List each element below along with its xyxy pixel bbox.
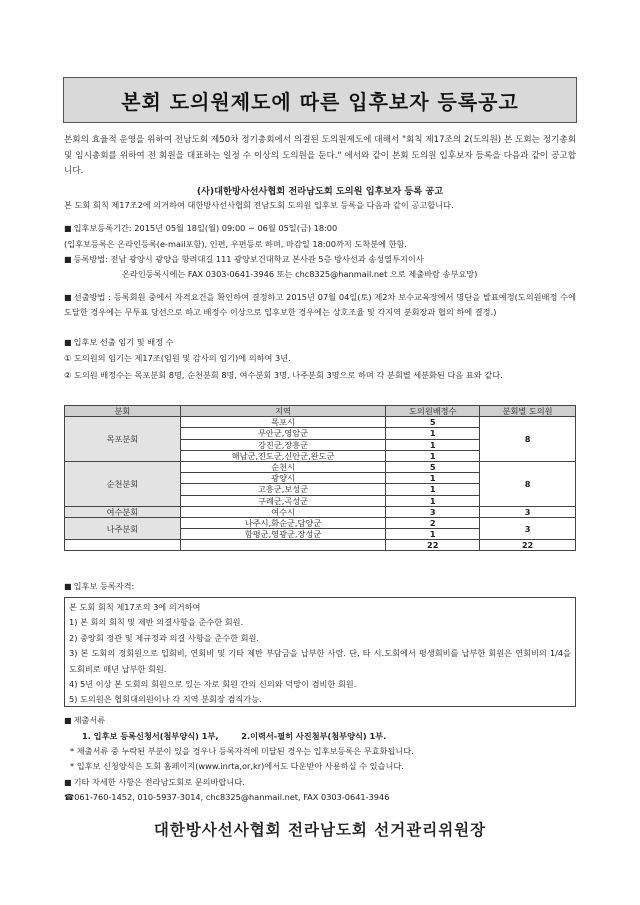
empty-cell [65, 540, 181, 551]
inquiry-text: 기타 자세한 사항은 전라남도회로 문의바랍니다. [73, 777, 245, 787]
method-text: 등록방법: 전남 광양시 광양읍 항려대길 111 광양보건대학교 본사관 5층 방사선과 송성열투지이사 [73, 254, 424, 264]
branch-total-cell: 3 [480, 506, 576, 517]
phone-icon: ☎ [64, 792, 75, 802]
table-row [65, 506, 576, 517]
square-bullet-icon: ■ [64, 224, 72, 233]
seats-cell: 5 [386, 461, 480, 472]
docs-heading-line [64, 714, 576, 727]
table-row [65, 517, 576, 528]
seats-cell: 1 [386, 495, 480, 506]
basis-line: 본 도회 회칙 제17조2에 의거하여 대한방사선사협회 전남도회 도의원 입후보 등록을 다음과 같이 공고합니다. [64, 200, 454, 210]
region-cell: 강진군,장흥군 [180, 439, 386, 450]
election-text: 선출방법 : 등록회원 중에서 자격요건을 확인하여 결정하고 2015년 07월 04일(토) 제2차 보수교육장에서 명단을 발표예정(도의원배정 수에 도달한 경우에는 무투표 당선으로 하고 배정수 이상으로 입후보한 경우에는 상호조율 및 각지역 분회장과 협의 하에 결정.) [64, 292, 576, 318]
seats-cell: 1 [386, 428, 480, 439]
branch-total-cell: 3 [480, 517, 576, 539]
seats-cell: 1 [386, 473, 480, 484]
method-line [64, 253, 576, 266]
region-cell: 무안군,영암군 [180, 428, 386, 439]
region-cell: 함평군,영광군,장성군 [180, 529, 386, 540]
term-heading-text: 입후보 선출 임기 및 배정 수 [73, 337, 174, 347]
square-bullet-icon: ■ [64, 582, 72, 591]
column-header: 분회별 도의원 [480, 406, 576, 417]
branch-cell: 순천분회 [65, 461, 181, 506]
method-note-line: 온라인등록시에는 FAX 0303-0641-3946 또는 chc8325@hanmail.net 으로 제출바람 송부요망) [122, 269, 478, 279]
seats-cell: 1 [386, 484, 480, 495]
sum-seats-cell: 22 [386, 540, 480, 551]
table-row [65, 461, 576, 472]
docs-note-1: * 제출서류 중 누락된 부분이 있을 경우나 등록자격에 미달된 경우는 입후보등록은 무효화됩니다. [70, 746, 414, 756]
page-title: 본회 도의원제도에 따른 입후보자 등록공고 [121, 89, 519, 114]
term-heading-line [64, 336, 576, 349]
region-cell: 해남군,진도군,신안군,완도군 [180, 450, 386, 461]
seats-cell: 1 [386, 439, 480, 450]
docs-line: 1. 입후보 등록신청서(첨부양식) 1부, 2.이력서-필히 사진첨부(첨부양식) 1부. [82, 731, 387, 741]
branch-total-cell: 8 [480, 417, 576, 462]
region-cell: 고흥군,보성군 [180, 484, 386, 495]
election-paragraph [64, 290, 576, 321]
square-bullet-icon: ■ [64, 255, 72, 264]
table-header-row [65, 406, 576, 417]
empty-cell [180, 540, 386, 551]
inquiry-line [64, 776, 576, 789]
qualifications-box [64, 597, 576, 707]
qual-item: 1) 본 회의 회칙 및 제반 의결사항을 준수한 회원. [69, 617, 244, 628]
title-box [63, 77, 577, 123]
docs-note-2: * 입후보 신청양식은 도회 홈페이지(www.inrta,or,kr)에서도 다운받아 사용하실 수 있습니다. [70, 761, 404, 771]
intro-paragraph: 본회의 효율적 운영을 위하여 전남도회 제50차 정기총회에서 의결된 도의원제도에 대해서 "회칙 제17조의 2(도의원) 본 도회는 정기총회 및 임시총회를 위하여 전 회원을 대표하는 일정 수 이상의 도의원을 둔다." 에서와 같이 본회 도의원 입후보자 등록을 다음과 같이 공고합니다. [64, 135, 576, 177]
period-note-line: (입후보등록은 온라인등록(e-mail포함), 인편, 우편등로 하며, 마감일 18:00까지 도착분에 한함. [64, 239, 408, 249]
region-cell: 구례군,곡성군 [180, 495, 386, 506]
contact-line [64, 791, 576, 803]
seats-cell: 3 [386, 506, 480, 517]
qual-heading-text: 입후보 등록자격: [73, 581, 135, 591]
table-row [65, 417, 576, 428]
seats-cell: 1 [386, 529, 480, 540]
qual-item: 5) 도의원은 협회대의원이나 각 지역 분회장 겸직가능. [69, 694, 262, 705]
column-header: 지역 [180, 406, 386, 417]
seat-allocation-table [64, 405, 576, 551]
contact-text: 061-760-1452, 010-5937-3014, chc8325@hanmail.net, FAX 0303-0641-3946 [74, 792, 390, 802]
square-bullet-icon: ■ [64, 293, 72, 302]
qual-item: 4) 5년 이상 본 도회의 회원으로 있는 자로 회원 간의 신의와 덕망이 겸비한 회원. [69, 679, 357, 690]
region-cell: 순천시 [180, 461, 386, 472]
region-cell: 목포시 [180, 417, 386, 428]
branch-cell: 나주분회 [65, 517, 181, 539]
footer-signature: 대한방사선사협회 전라남도회 선거관리위원장 [153, 821, 487, 839]
column-header: 도의원배정수 [386, 406, 480, 417]
seats-cell: 2 [386, 517, 480, 528]
branch-cell: 목포분회 [65, 417, 181, 462]
qual-item: 2) 중앙회 정관 및 제규정과 의결 사항을 준수한 회원. [69, 632, 260, 643]
sum-total-cell: 22 [480, 540, 576, 551]
qual-heading-line [64, 580, 576, 593]
period-text: 입후보등록기간: 2015년 05월 18일(월) 09:00 ~ 06월 05일(금) 18:00 [73, 223, 338, 233]
region-cell: 광양시 [180, 473, 386, 484]
square-bullet-icon: ■ [64, 716, 72, 725]
branch-cell: 여수분회 [65, 506, 181, 517]
qual-item: 본 도회 회칙 제17조의 3에 의거하여 [69, 602, 201, 612]
period-line [64, 222, 576, 235]
region-cell: 여수시 [180, 506, 386, 517]
qual-item: 3) 본 도회의 정회원으로 입회비, 연회비 및 기타 제반 부담금을 납부한 사람. 단, 타 시.도회에서 평생회비를 납부한 회원은 연회비의 1/4을 도회비로 매년 납부한 회원. [69, 648, 571, 674]
table-sum-row [65, 540, 576, 551]
announcement-subtitle: (사)대한방사선사협회 전라남도회 도의원 입후보자 등록 공고 [196, 186, 444, 197]
seats-cell: 5 [386, 417, 480, 428]
term-line-2: ② 도의원 배정수는 목포분회 8명, 순천분회 8명, 여수분회 3명, 나주분회 3명으로 하며 각 분회별 세분화된 다음 표와 같다. [64, 370, 503, 380]
column-header: 분회 [65, 406, 181, 417]
region-cell: 나주시,화순군,담양군 [180, 517, 386, 528]
square-bullet-icon: ■ [64, 778, 72, 787]
branch-total-cell: 8 [480, 461, 576, 506]
square-bullet-icon: ■ [64, 338, 72, 347]
term-line-1: ① 도의원의 임기는 제17조(임원 및 감사의 임기)에 의하여 3년. [64, 353, 291, 363]
seats-cell: 1 [386, 450, 480, 461]
docs-heading-text: 제출서류 [73, 715, 106, 725]
